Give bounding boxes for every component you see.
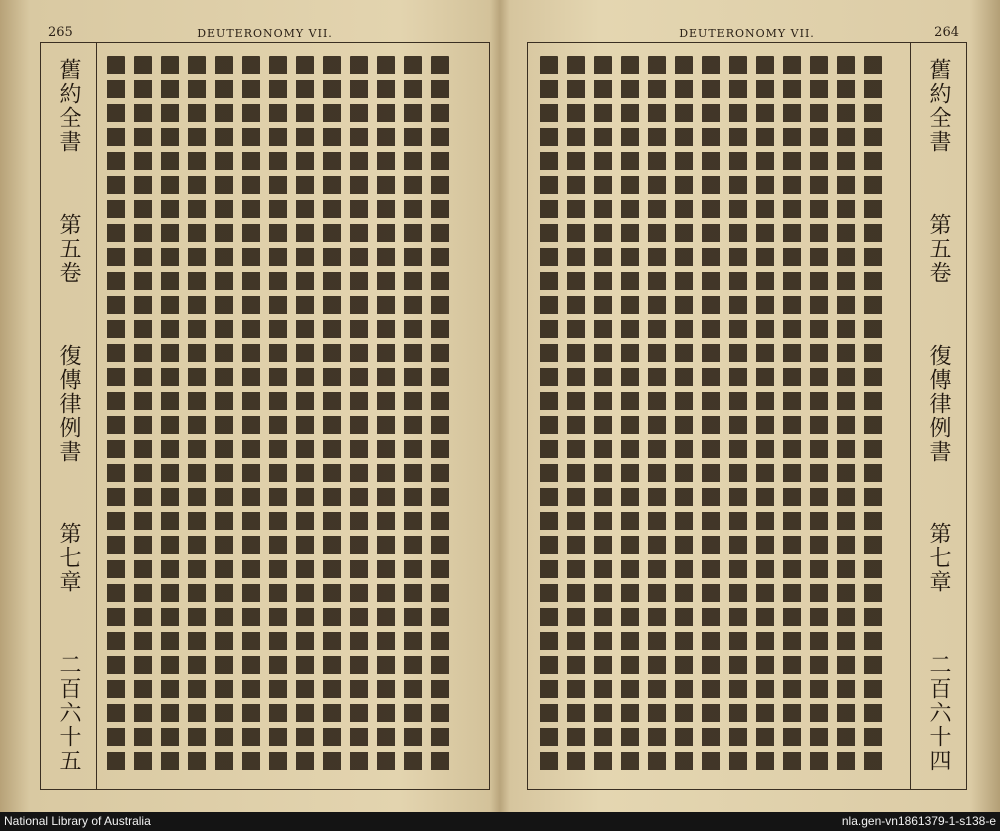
text-column bbox=[702, 56, 720, 775]
left-page-frame bbox=[40, 42, 490, 790]
right-sidebar-title: 舊約全書 bbox=[926, 58, 951, 154]
left-text-columns bbox=[101, 42, 483, 789]
right-page-header bbox=[527, 22, 967, 43]
left-sidebar-title: 舊約全書 bbox=[56, 58, 81, 154]
left-running-head: DEUTERONOMY VII. bbox=[197, 27, 333, 40]
left-sidebar-chapter: 第七章 bbox=[56, 522, 81, 595]
right-running-head: DEUTERONOMY VII. bbox=[679, 27, 815, 40]
text-column bbox=[567, 56, 585, 775]
text-column bbox=[107, 56, 125, 775]
text-column bbox=[161, 56, 179, 775]
text-column bbox=[323, 56, 341, 775]
left-sidebar-book: 復傳律例書 bbox=[56, 343, 81, 464]
text-column bbox=[810, 56, 828, 775]
right-text-columns bbox=[534, 42, 906, 789]
right-sidebar-book: 復傳律例書 bbox=[926, 343, 951, 464]
right-sidebar-volume: 第五卷 bbox=[926, 212, 951, 285]
left-sidebar-page: 二百六十五 bbox=[56, 653, 81, 773]
text-column bbox=[621, 56, 639, 775]
right-sidebar-page: 二百六十四 bbox=[926, 653, 951, 773]
text-column bbox=[837, 56, 855, 775]
left-page-header bbox=[40, 22, 490, 43]
text-column bbox=[648, 56, 666, 775]
left-sidebar bbox=[41, 42, 97, 789]
footer-institution: National Library of Australia bbox=[4, 814, 151, 828]
left-page-number: 265 bbox=[48, 25, 73, 40]
text-column bbox=[134, 56, 152, 775]
text-column bbox=[675, 56, 693, 775]
text-column bbox=[350, 56, 368, 775]
text-column bbox=[242, 56, 260, 775]
text-column bbox=[215, 56, 233, 775]
text-column bbox=[431, 56, 449, 775]
text-column bbox=[269, 56, 287, 775]
footer-bar bbox=[0, 812, 1000, 831]
text-column bbox=[188, 56, 206, 775]
footer-identifier: nla.gen-vn1861379-1-s138-e bbox=[841, 814, 996, 828]
text-column bbox=[540, 56, 558, 775]
left-sidebar-volume: 第五卷 bbox=[56, 212, 81, 285]
text-column bbox=[404, 56, 422, 775]
text-column bbox=[594, 56, 612, 775]
text-column bbox=[756, 56, 774, 775]
text-column bbox=[783, 56, 801, 775]
right-page-number: 264 bbox=[934, 25, 959, 40]
text-column bbox=[864, 56, 882, 775]
right-page-frame bbox=[527, 42, 967, 790]
right-page bbox=[527, 22, 967, 790]
right-sidebar-chapter: 第七章 bbox=[926, 522, 951, 595]
text-column bbox=[729, 56, 747, 775]
text-column bbox=[296, 56, 314, 775]
left-page bbox=[40, 22, 490, 790]
right-sidebar bbox=[910, 42, 966, 789]
text-column bbox=[377, 56, 395, 775]
